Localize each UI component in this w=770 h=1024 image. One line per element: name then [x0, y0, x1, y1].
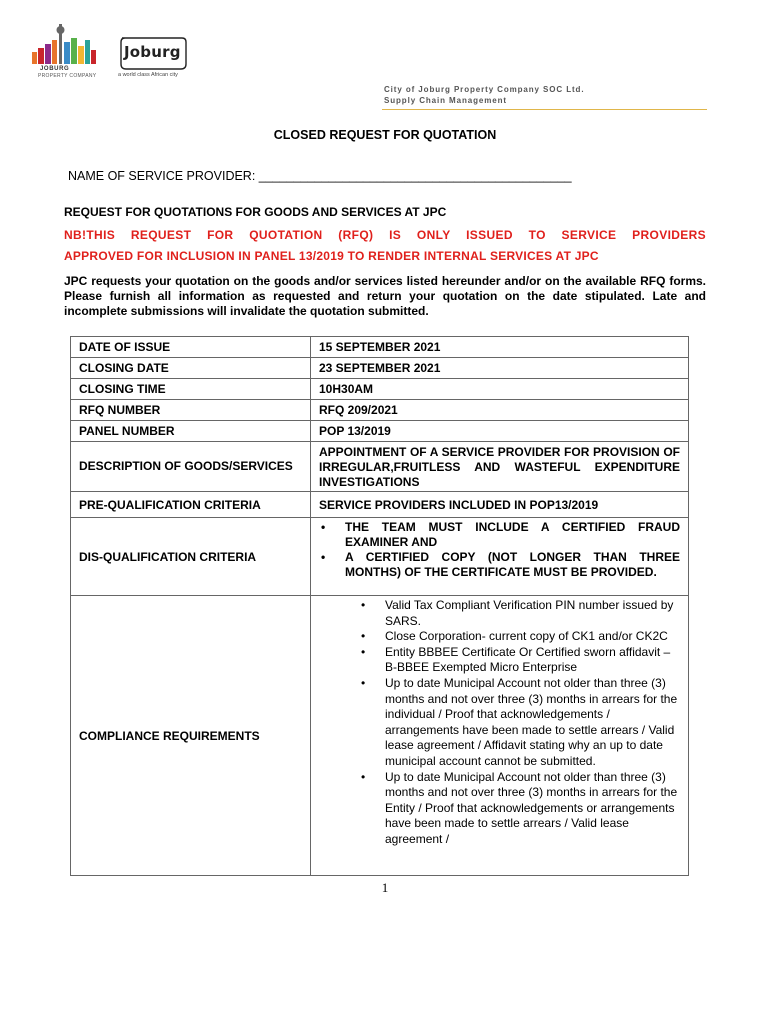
- compliance-label: COMPLIANCE REQUIREMENTS: [71, 596, 311, 876]
- list-item: • THE TEAM MUST INCLUDE A CERTIFIED FRAUD EXAMINER AND: [319, 520, 680, 550]
- closing-time-label: CLOSING TIME: [71, 379, 311, 400]
- jpc-logo-line1: JOBURG: [40, 66, 70, 72]
- list-item: • Close Corporation- current copy of CK1 and/or CK2C: [359, 629, 680, 645]
- company-name: City of Joburg Property Company SOC Ltd.: [384, 85, 585, 94]
- rfq-number-value: RFQ 209/2021: [311, 400, 689, 421]
- panel-number-label: PANEL NUMBER: [71, 421, 311, 442]
- prequal-value: SERVICE PROVIDERS INCLUDED IN POP13/2019: [311, 492, 689, 518]
- rfq-number-label: RFQ NUMBER: [71, 400, 311, 421]
- table-row: [71, 337, 689, 358]
- description-label: DESCRIPTION OF GOODS/SERVICES: [71, 442, 311, 492]
- intro-paragraph: JPC requests your quotation on the goods and/or services listed hereunder and/or on the available RFQ forms. Please furnish all information as requested and return your quotation on the date stipulated. Late and incomplete submissions will invalidate the quotation submitted.: [64, 274, 706, 318]
- compliance-list: [335, 598, 680, 848]
- service-provider-field: NAME OF SERVICE PROVIDER: _____________________________________________: [68, 169, 572, 183]
- table-row: [71, 358, 689, 379]
- date-of-issue-label: DATE OF ISSUE: [71, 337, 311, 358]
- page-number: 1: [381, 880, 389, 895]
- compliance-cell: [311, 596, 689, 876]
- table-row: [71, 379, 689, 400]
- table-row: [71, 518, 689, 596]
- nb-notice-line1: NB!THIS REQUEST FOR QUOTATION (RFQ) IS ONLY ISSUED TO SERVICE PROVIDERS: [64, 228, 706, 242]
- list-item: • Up to date Municipal Account not older than three (3) months and not over three (3) months in arrears for the individual / Proof that acknowledgements / arrangements have been made to settle arrears / Valid lease agreement / Affidavit stating why an up to date municipal account cannot be submitted.: [359, 676, 680, 770]
- disqual-list: [319, 520, 680, 580]
- description-value: APPOINTMENT OF A SERVICE PROVIDER FOR PROVISION OF IRREGULAR,FRUITLESS AND WASTEFUL EXPENDITURE INVESTIGATIONS: [311, 442, 689, 492]
- rfq-details-table: [70, 336, 689, 876]
- table-row: [71, 492, 689, 518]
- disqual-cell: [311, 518, 689, 596]
- list-item: • A CERTIFIED COPY (NOT LONGER THAN THREE MONTHS) OF THE CERTIFICATE MUST BE PROVIDED.: [319, 550, 680, 580]
- closing-date-label: CLOSING DATE: [71, 358, 311, 379]
- date-of-issue-value: 15 SEPTEMBER 2021: [311, 337, 689, 358]
- list-item: • Up to date Municipal Account not older than three (3) months and not over three (3) months in arrears for the Entity / Proof that acknowledgements or arrangements have been made to settle arrears / Valid lease agreement /: [359, 770, 680, 848]
- table-row: [71, 400, 689, 421]
- jpc-logo-line2: PROPERTY COMPANY: [38, 73, 97, 79]
- jpc-skyline-icon: [28, 20, 108, 66]
- disqual-label: DIS-QUALIFICATION CRITERIA: [71, 518, 311, 596]
- department-name: Supply Chain Management: [384, 96, 507, 105]
- panel-number-value: POP 13/2019: [311, 421, 689, 442]
- nb-notice-line2: APPROVED FOR INCLUSION IN PANEL 13/2019 TO RENDER INTERNAL SERVICES AT JPC: [64, 249, 599, 263]
- list-item: • Entity BBBEE Certificate Or Certified sworn affidavit – B-BBEE Exempted Micro Enterprise: [359, 645, 680, 676]
- list-item: • Valid Tax Compliant Verification PIN number issued by SARS.: [359, 598, 680, 629]
- joburg-logo-word: Joburg: [124, 43, 181, 61]
- company-block: [384, 84, 584, 106]
- header-divider: [382, 109, 707, 110]
- table-row: [71, 421, 689, 442]
- closing-time-value: 10H30AM: [311, 379, 689, 400]
- request-heading: REQUEST FOR QUOTATIONS FOR GOODS AND SERVICES AT JPC: [64, 205, 447, 219]
- prequal-label: PRE-QUALIFICATION CRITERIA: [71, 492, 311, 518]
- table-row: [71, 596, 689, 876]
- joburg-tagline: a world class African city: [118, 72, 178, 78]
- table-row: [71, 442, 689, 492]
- closing-date-value: 23 SEPTEMBER 2021: [311, 358, 689, 379]
- document-title: CLOSED REQUEST FOR QUOTATION: [273, 128, 497, 142]
